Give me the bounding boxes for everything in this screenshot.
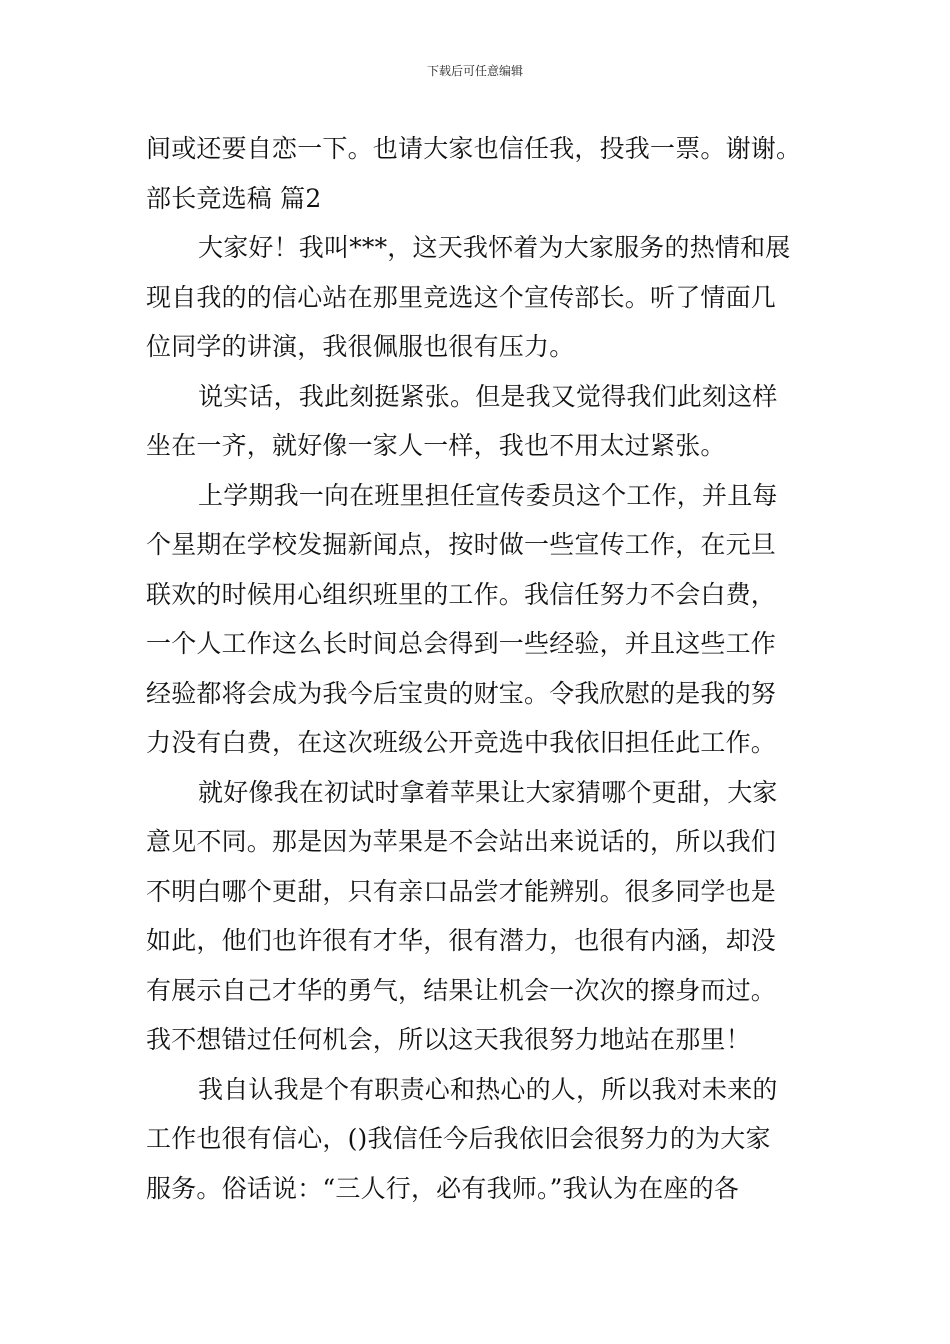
page-header: 下载后可任意编辑 bbox=[426, 64, 523, 78]
text-line: 我不想错过任何机会，所以这天我很努力地站在那里！ bbox=[146, 1025, 751, 1054]
text-line: 意见不同。那是因为苹果是不会站出来说话的，所以我们 bbox=[146, 827, 777, 856]
section-heading: 部长竞选稿 篇2 bbox=[146, 183, 322, 213]
text-line: 坐在一齐，就好像一家人一样，我也不用太过紧张。 bbox=[146, 431, 726, 460]
text-line: 服务。俗话说：“三人行，必有我师。”我认为在座的各 bbox=[146, 1173, 740, 1203]
text-line: 联欢的时候用心组织班里的工作。我信任努力不会白费， bbox=[146, 579, 777, 609]
text-line: 位同学的讲演，我很佩服也很有压力。 bbox=[146, 332, 575, 361]
text-line: 间或还要自恋一下。也请大家也信任我，投我一票。谢谢。 bbox=[146, 134, 802, 163]
paragraph-start-line: 就好像我在初试时拿着苹果让大家猜哪个更甜，大家 bbox=[198, 777, 778, 807]
text-line: 现自我的的信心站在那里竞选这个宣传部长。听了情面几 bbox=[146, 282, 777, 312]
text-line: 力没有白费，在这次班级公开竞选中我依旧担任此工作。 bbox=[146, 728, 777, 757]
paragraph-start-line: 说实话，我此刻挺紧张。但是我又觉得我们此刻这样 bbox=[198, 381, 778, 411]
text-line: 经验都将会成为我今后宝贵的财宝。令我欣慰的是我的努 bbox=[146, 678, 777, 708]
text-line: 如此，他们也许很有才华，很有潜力，也很有内涵，却没 bbox=[146, 926, 777, 955]
text-line: 个星期在学校发掘新闻点，按时做一些宣传工作，在元旦 bbox=[146, 530, 777, 559]
text-line: 一个人工作这么长时间总会得到一些经验，并且这些工作 bbox=[146, 629, 777, 658]
text-line: 不明白哪个更甜，只有亲口品尝才能辨别。很多同学也是 bbox=[146, 876, 777, 906]
paragraph-start-line: 大家好！我叫***，这天我怀着为大家服务的热情和展 bbox=[198, 233, 791, 262]
text-line: 工作也很有信心，()我信任今后我依旧会很努力的为大家 bbox=[146, 1124, 771, 1153]
paragraph-start-line: 我自认我是个有职责心和热心的人，所以我对未来的 bbox=[198, 1074, 778, 1104]
paragraph-start-line: 上学期我一向在班里担任宣传委员这个工作，并且每 bbox=[198, 480, 778, 510]
document-body bbox=[146, 124, 826, 1213]
text-line: 有展示自己才华的勇气，结果让机会一次次的擦身而过。 bbox=[146, 975, 777, 1005]
